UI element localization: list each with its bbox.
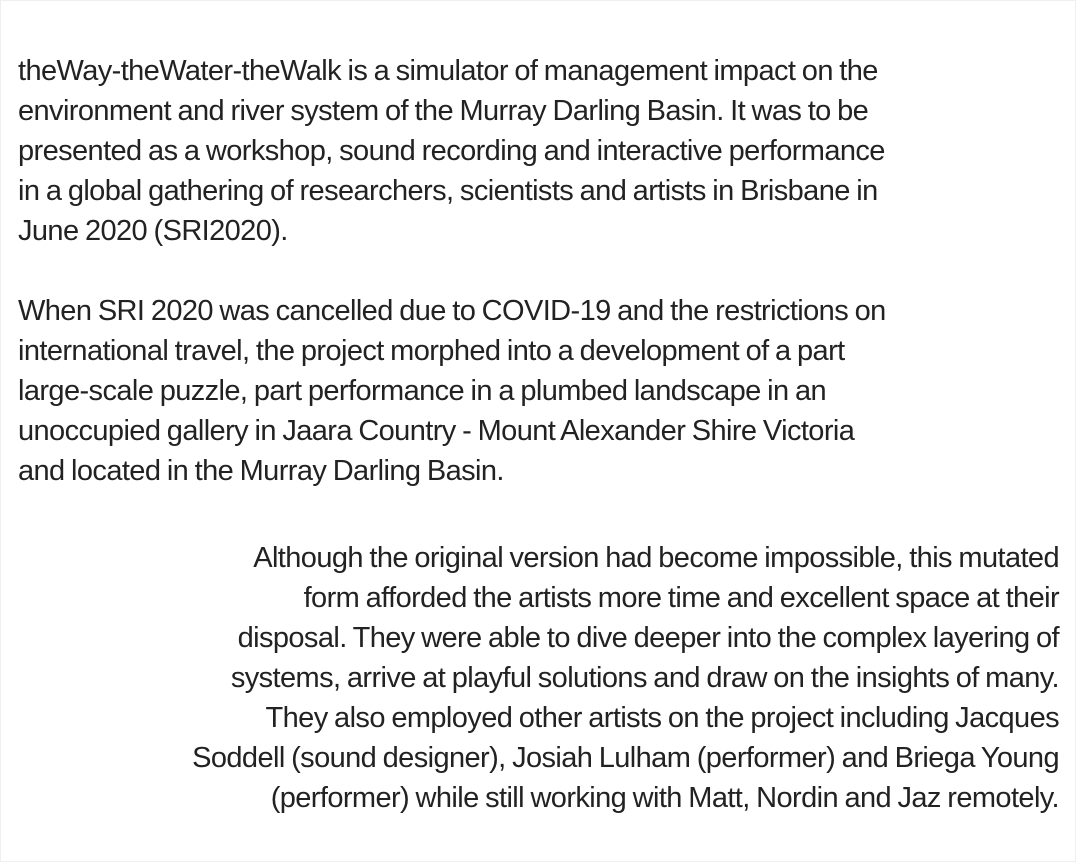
- paragraph-line: Although the original version had become impossible, this mutated: [253, 542, 1059, 574]
- paragraph-line: systems, arrive at playful solutions and draw on the insights of many.: [230, 662, 1059, 694]
- paragraph-line: international travel, the project morphed into a development of a part: [18, 335, 845, 367]
- paragraph-line: presented as a workshop, sound recording and interactive performance: [18, 135, 885, 167]
- paragraph-line: When SRI 2020 was cancelled due to COVID-19 and the restrictions on: [18, 295, 886, 327]
- paragraph-line: large-scale puzzle, part performance in a plumbed landscape in an: [18, 375, 826, 407]
- paragraph-line: environment and river system of the Murray Darling Basin. It was to be: [18, 95, 869, 127]
- paragraph-line: form afforded the artists more time and excellent space at their: [303, 582, 1059, 614]
- paragraph-line: unoccupied gallery in Jaara Country - Mount Alexander Shire Victoria: [18, 415, 855, 447]
- intro-paragraph: [18, 51, 885, 251]
- paragraph-line: in a global gathering of researchers, scientists and artists in Brisbane in: [18, 175, 878, 207]
- paragraph-line: Soddell (sound designer), Josiah Lulham (performer) and Briega Young: [192, 742, 1059, 774]
- covid-paragraph: [18, 291, 886, 491]
- paragraph-line: theWay-theWater-theWalk is a simulator of management impact on the: [18, 55, 878, 87]
- paragraph-line: and located in the Murray Darling Basin.: [18, 455, 504, 487]
- paragraph-line: disposal. They were able to dive deeper into the complex layering of: [237, 622, 1059, 654]
- outcome-paragraph: [192, 538, 1059, 818]
- paragraph-line: They also employed other artists on the project including Jacques: [265, 702, 1059, 734]
- paragraph-line: June 2020 (SRI2020).: [18, 215, 288, 247]
- paragraph-line: (performer) while still working with Matt, Nordin and Jaz remotely.: [270, 782, 1059, 814]
